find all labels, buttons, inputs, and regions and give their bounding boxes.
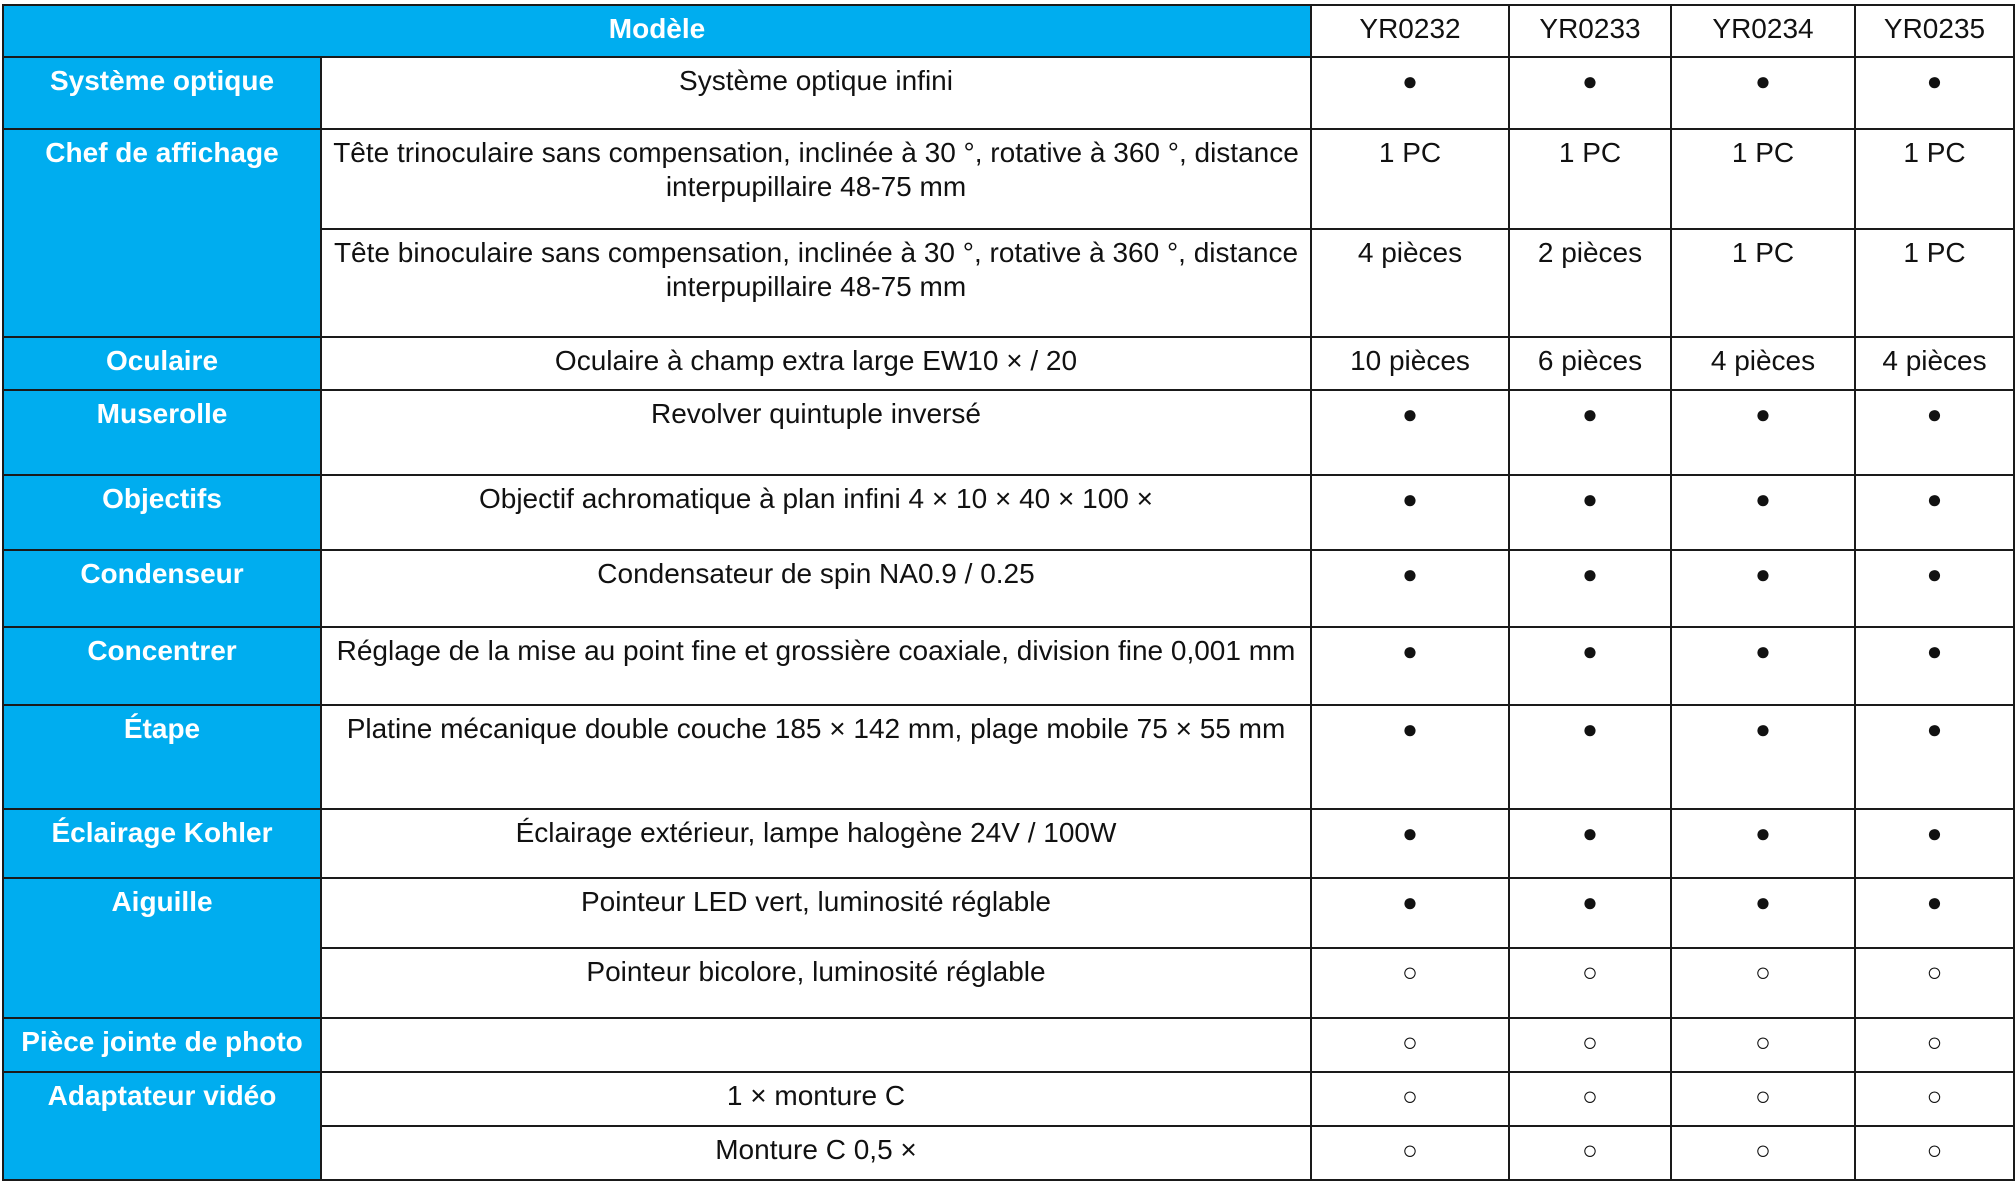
value-cell: ○ <box>1855 1126 2014 1180</box>
value-cell: ● <box>1311 705 1509 809</box>
category-cell: Muserolle <box>3 390 321 475</box>
value-cell: ○ <box>1671 1072 1855 1126</box>
description-cell: Objectif achromatique à plan infini 4 × 10 × 40 × 100 × <box>321 475 1311 550</box>
description-cell: Revolver quintuple inversé <box>321 390 1311 475</box>
value-cell: ● <box>1855 390 2014 475</box>
model-yr0234: YR0234 <box>1671 5 1855 57</box>
value-cell: ● <box>1311 809 1509 878</box>
description-cell: Pointeur LED vert, luminosité réglable <box>321 878 1311 948</box>
value-cell: ● <box>1855 705 2014 809</box>
header-row <box>3 5 2014 57</box>
category-cell: Pièce jointe de photo <box>3 1018 321 1072</box>
value-cell: ● <box>1311 878 1509 948</box>
table-row <box>3 129 2014 229</box>
value-cell: 1 PC <box>1855 229 2014 337</box>
value-cell: ● <box>1509 705 1671 809</box>
value-cell: 4 pièces <box>1671 337 1855 390</box>
table-row <box>3 627 2014 705</box>
spec-table <box>2 4 2015 1181</box>
table-row <box>3 390 2014 475</box>
model-header: Modèle <box>3 5 1311 57</box>
category-cell: Chef de affichage <box>3 129 321 337</box>
value-cell: ○ <box>1855 1072 2014 1126</box>
value-cell: ● <box>1671 390 1855 475</box>
value-cell: ● <box>1671 809 1855 878</box>
value-cell: ○ <box>1671 1126 1855 1180</box>
value-cell: ○ <box>1509 948 1671 1018</box>
model-yr0235: YR0235 <box>1855 5 2014 57</box>
description-cell: Système optique infini <box>321 57 1311 129</box>
table-row <box>3 475 2014 550</box>
description-cell: Tête binoculaire sans compensation, inclinée à 30 °, rotative à 360 °, distance interpupillaire 48-75 mm <box>321 229 1311 337</box>
value-cell: 1 PC <box>1509 129 1671 229</box>
value-cell: ● <box>1509 878 1671 948</box>
description-cell: Pointeur bicolore, luminosité réglable <box>321 948 1311 1018</box>
table-row <box>3 57 2014 129</box>
table-row <box>3 1018 2014 1072</box>
value-cell: ● <box>1855 627 2014 705</box>
description-cell: Réglage de la mise au point fine et grossière coaxiale, division fine 0,001 mm <box>321 627 1311 705</box>
category-cell: Oculaire <box>3 337 321 390</box>
table-row <box>3 1072 2014 1126</box>
category-cell: Concentrer <box>3 627 321 705</box>
description-cell: Oculaire à champ extra large EW10 × / 20 <box>321 337 1311 390</box>
value-cell: ● <box>1311 627 1509 705</box>
value-cell: ● <box>1509 809 1671 878</box>
value-cell: 4 pièces <box>1311 229 1509 337</box>
value-cell: ● <box>1855 475 2014 550</box>
description-cell: Tête trinoculaire sans compensation, inclinée à 30 °, rotative à 360 °, distance interpupillaire 48-75 mm <box>321 129 1311 229</box>
value-cell: ● <box>1855 550 2014 627</box>
table-row <box>3 550 2014 627</box>
category-cell: Éclairage Kohler <box>3 809 321 878</box>
value-cell: 10 pièces <box>1311 337 1509 390</box>
category-cell: Adaptateur vidéo <box>3 1072 321 1180</box>
value-cell: ○ <box>1855 948 2014 1018</box>
category-cell: Aiguille <box>3 878 321 1018</box>
description-cell <box>321 1018 1311 1072</box>
description-cell: Condensateur de spin NA0.9 / 0.25 <box>321 550 1311 627</box>
value-cell: ● <box>1671 475 1855 550</box>
category-cell: Condenseur <box>3 550 321 627</box>
value-cell: ○ <box>1509 1072 1671 1126</box>
value-cell: ● <box>1671 550 1855 627</box>
description-cell: Monture C 0,5 × <box>321 1126 1311 1180</box>
value-cell: 6 pièces <box>1509 337 1671 390</box>
value-cell: ○ <box>1311 1018 1509 1072</box>
value-cell: 1 PC <box>1671 229 1855 337</box>
description-cell: 1 × monture C <box>321 1072 1311 1126</box>
value-cell: ○ <box>1311 1126 1509 1180</box>
model-yr0233: YR0233 <box>1509 5 1671 57</box>
value-cell: 4 pièces <box>1855 337 2014 390</box>
value-cell: ● <box>1855 878 2014 948</box>
value-cell: ● <box>1509 627 1671 705</box>
value-cell: ○ <box>1311 948 1509 1018</box>
value-cell: ● <box>1671 627 1855 705</box>
value-cell: ● <box>1671 705 1855 809</box>
value-cell: ● <box>1855 809 2014 878</box>
description-cell: Platine mécanique double couche 185 × 142 mm, plage mobile 75 × 55 mm <box>321 705 1311 809</box>
value-cell: ○ <box>1509 1126 1671 1180</box>
model-yr0232: YR0232 <box>1311 5 1509 57</box>
category-cell: Système optique <box>3 57 321 129</box>
value-cell: ○ <box>1311 1072 1509 1126</box>
value-cell: ● <box>1509 475 1671 550</box>
value-cell: ● <box>1509 57 1671 129</box>
table-row <box>3 809 2014 878</box>
description-cell: Éclairage extérieur, lampe halogène 24V / 100W <box>321 809 1311 878</box>
table-row <box>3 337 2014 390</box>
value-cell: ○ <box>1671 1018 1855 1072</box>
value-cell: ● <box>1311 550 1509 627</box>
value-cell: ● <box>1311 475 1509 550</box>
table-row <box>3 878 2014 948</box>
value-cell: 1 PC <box>1855 129 2014 229</box>
value-cell: ● <box>1855 57 2014 129</box>
value-cell: ○ <box>1509 1018 1671 1072</box>
value-cell: ○ <box>1855 1018 2014 1072</box>
value-cell: ● <box>1311 390 1509 475</box>
value-cell: ○ <box>1671 948 1855 1018</box>
value-cell: ● <box>1311 57 1509 129</box>
value-cell: 2 pièces <box>1509 229 1671 337</box>
value-cell: ● <box>1509 550 1671 627</box>
value-cell: ● <box>1671 57 1855 129</box>
value-cell: 1 PC <box>1311 129 1509 229</box>
table-row <box>3 705 2014 809</box>
category-cell: Étape <box>3 705 321 809</box>
category-cell: Objectifs <box>3 475 321 550</box>
value-cell: ● <box>1671 878 1855 948</box>
value-cell: 1 PC <box>1671 129 1855 229</box>
value-cell: ● <box>1509 390 1671 475</box>
